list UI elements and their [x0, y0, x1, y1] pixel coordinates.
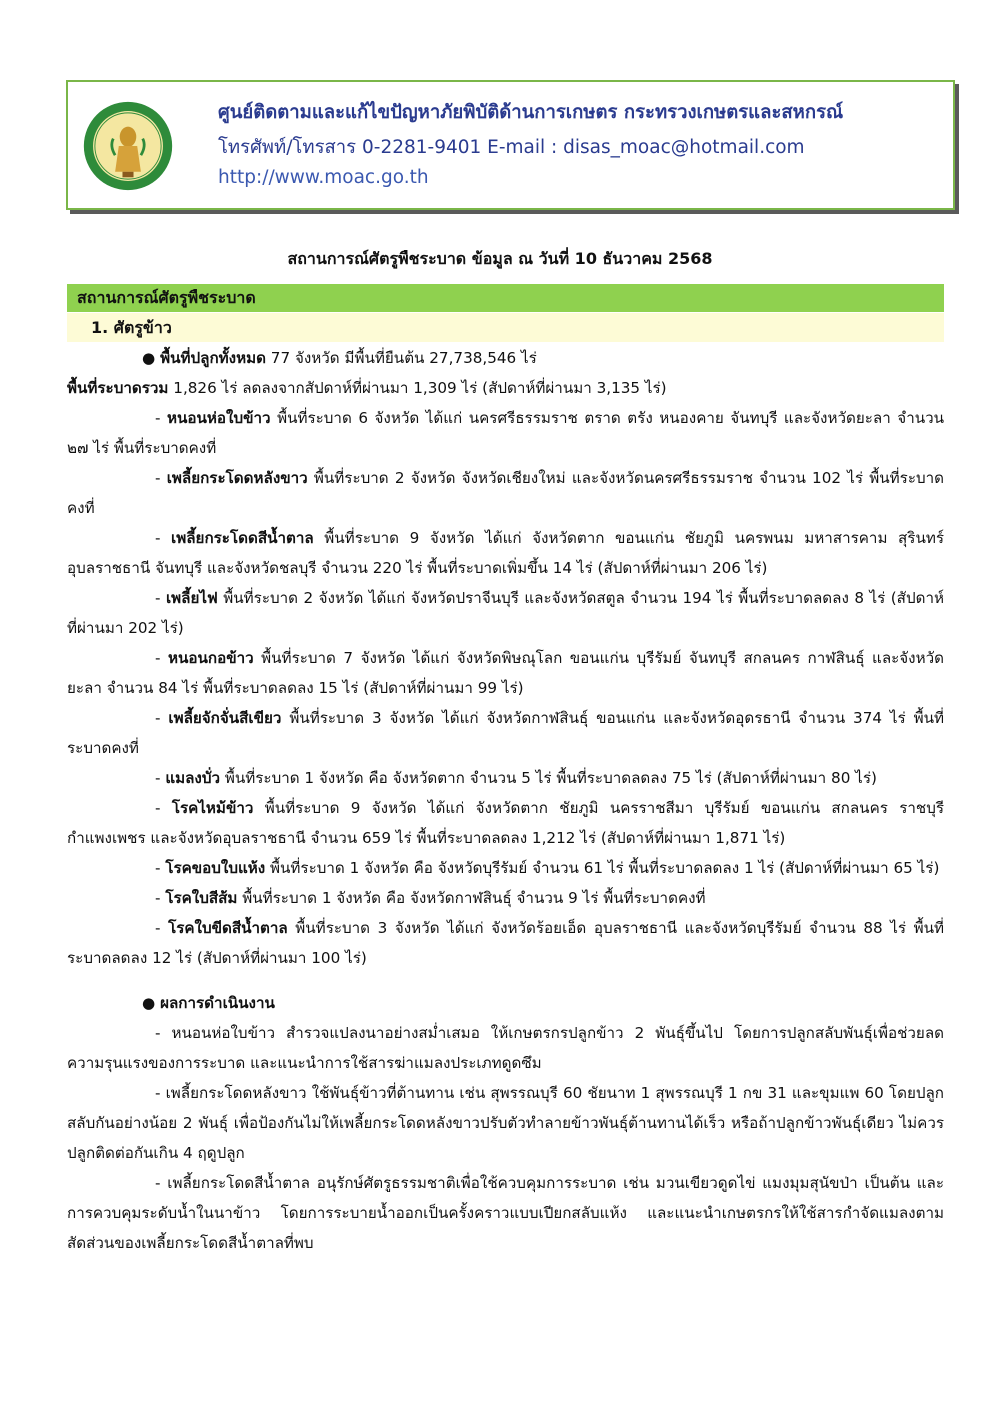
pest-detail: พื้นที่ระบาด 1 จังหวัด คือ จังหวัดตาก จำนวน 5 ไร่ พื้นที่ระบาดลดลง 75 ไร่ (สัปดาห์ที่ผ่านมา 80 ไร่): [220, 769, 877, 787]
outbreak-text: 1,826 ไร่ ลดลงจากสัปดาห์ที่ผ่านมา 1,309 ไร่ (สัปดาห์ที่ผ่านมา 3,135 ไร่): [168, 379, 667, 397]
pest-item: - เพลี้ยกระโดดสีน้ำตาล พื้นที่ระบาด 9 จังหวัด ได้แก่ จังหวัดตาก ขอนแก่น ชัยภูมิ นครพนม มหาสารคาม สุรินทร์ อุบลราชธานี จันทบุรี และจังหวัดชลบุรี จำนวน 220 ไร่ พื้นที่ระบาดเพิ่มขึ้น 14 ไร่ (สัปดาห์ที่ผ่านมา 206 ไร่): [67, 529, 945, 577]
section-header: สถานการณ์ศัตรูพืชระบาด: [67, 284, 944, 312]
pest-name: โรคขอบใบแห้ง: [165, 859, 266, 877]
pest-item: - โรคใบขีดสีน้ำตาล พื้นที่ระบาด 3 จังหวัด ได้แก่ จังหวัดร้อยเอ็ด อุบลราชธานี และจังหวัดบุรีรัมย์ จำนวน 88 ไร่ พื้นที่ระบาดลดลง 12 ไร่ (สัปดาห์ที่ผ่านมา 100 ไร่): [67, 919, 944, 967]
result-item: - หนอนห่อใบข้าว สำรวจแปลงนาอย่างสม่ำเสมอ ให้เกษตรกรปลูกข้าว 2 พันธุ์ขึ้นไป โดยการปลูกสลับพันธุ์เพื่อช่วยลดความรุนแรงของการระบาด และแนะนำการใช้สารฆ่าแมลงประเภทดูดซึม: [67, 1024, 944, 1072]
planted-text: 77 จังหวัด มีพื้นที่ยืนต้น 27,738,546 ไร่: [265, 349, 537, 367]
website-link[interactable]: http://www.moac.go.th: [218, 167, 429, 188]
result-item: - เพลี้ยกระโดดหลังขาว ใช้พันธุ์ข้าวที่ต้านทาน เช่น สุพรรณบุรี 60 ชัยนาท 1 สุพรรณบุรี 1 กข 31 และขุมแพ 60 โดยปลูกสลับกันอย่างน้อย 2 พันธุ์ เพื่อป้องกันไม่ให้เพลี้ยกระโดดหลังขาวปรับตัวทำลายข้าวพันธุ์ต้านทานได้เร็ว หรือถ้าปลูกข้าวพันธุ์เดียว ไม่ควรปลูกติดต่อกันเกิน 4 ฤดูปลูก: [67, 1084, 944, 1162]
pest-item: - โรคไหม้ข้าว พื้นที่ระบาด 9 จังหวัด ได้แก่ จังหวัดตาก ชัยภูมิ นครราชสีมา บุรีรัมย์ ขอนแก่น สกลนคร ราชบุรี กำแพงเพชร และจังหวัดอุบลราชธานี จำนวน 659 ไร่ พื้นที่ระบาดลดลง 1,212 ไร่ (สัปดาห์ที่ผ่านมา 1,871 ไร่): [67, 799, 944, 847]
report-body: [67, 343, 944, 1258]
pest-detail: พื้นที่ระบาด 2 จังหวัด จังหวัดเชียงใหม่ และจังหวัดนครศรีธรรมราช จำนวน 102 ไร่ พื้นที่ระบาดคงที่: [67, 469, 945, 517]
ministry-seal-icon: [82, 100, 174, 192]
pest-item: - โรคขอบใบแห้ง พื้นที่ระบาด 1 จังหวัด คือ จังหวัดบุรีรัมย์ จำนวน 61 ไร่ พื้นที่ระบาดลดลง 1 ไร่ (สัปดาห์ที่ผ่านมา 65 ไร่): [155, 859, 940, 877]
pest-item: - โรคใบสีส้ม พื้นที่ระบาด 1 จังหวัด คือ จังหวัดกาฬสินธุ์ จำนวน 9 ไร่ พื้นที่ระบาดคงที่: [155, 889, 706, 907]
pest-detail: พื้นที่ระบาด 2 จังหวัด ได้แก่ จังหวัดปราจีนบุรี และจังหวัดสตูล จำนวน 194 ไร่ พื้นที่ระบาดลดลง 8 ไร่ (สัปดาห์ที่ผ่านมา 202 ไร่): [67, 589, 944, 637]
pest-name: เพลี้ยไฟ: [165, 589, 218, 607]
contact-line: โทรศัพท์/โทรสาร 0-2281-9401 E-mail : disas_moac@hotmail.com: [218, 137, 805, 158]
pest-item: - เพลี้ยกระโดดหลังขาว พื้นที่ระบาด 2 จังหวัด จังหวัดเชียงใหม่ และจังหวัดนครศรีธรรมราช จำนวน 102 ไร่ พื้นที่ระบาดคงที่: [67, 469, 945, 517]
pest-name: โรคไหม้ข้าว: [171, 799, 254, 817]
result-item: - เพลี้ยกระโดดสีน้ำตาล อนุรักษ์ศัตรูธรรมชาติเพื่อใช้ควบคุมการระบาด เช่น มวนเขียวดูดไข่ แมงมุมสุนัขป่า เป็นต้น และการควบคุมระดับน้ำในนาข้าว โดยการระบายน้ำออกเป็นครั้งคราวแบบเปียกสลับแห้ง และแนะนำเกษตรกรให้ใช้สารกำจัดแมลงตามสัดส่วนของเพลี้ยกระโดดสีน้ำตาลที่พบ: [67, 1174, 944, 1252]
pest-detail: พื้นที่ระบาด 6 จังหวัด ได้แก่ นครศรีธรรมราช ตราด ตรัง หนองคาย จันทบุรี และจังหวัดยะลา จำนวน ๒๗ ไร่ พื้นที่ระบาดคงที่: [67, 409, 945, 457]
pest-name: แมลงบั่ว: [165, 769, 221, 787]
pest-name: เพลี้ยกระโดดหลังขาว: [166, 469, 308, 487]
pest-detail: พื้นที่ระบาด 3 จังหวัด ได้แก่ จังหวัดร้อยเอ็ด อุบลราชธานี และจังหวัดบุรีรัมย์ จำนวน 88 ไร่ พื้นที่ระบาดลดลง 12 ไร่ (สัปดาห์ที่ผ่านมา 100 ไร่): [67, 919, 944, 967]
pest-detail: พื้นที่ระบาด 1 จังหวัด คือ จังหวัดกาฬสินธุ์ จำนวน 9 ไร่ พื้นที่ระบาดคงที่: [237, 889, 706, 907]
subsection-header: 1. ศัตรูข้าว: [67, 313, 944, 342]
pest-item: - แมลงบั่ว พื้นที่ระบาด 1 จังหวัด คือ จังหวัดตาก จำนวน 5 ไร่ พื้นที่ระบาดลดลง 75 ไร่ (สัปดาห์ที่ผ่านมา 80 ไร่): [155, 769, 877, 787]
pest-detail: พื้นที่ระบาด 7 จังหวัด ได้แก่ จังหวัดพิษณุโลก ขอนแก่น บุรีรัมย์ จันทบุรี สกลนคร กาฬสินธุ์ และจังหวัดยะลา จำนวน 84 ไร่ พื้นที่ระบาดลดลง 15 ไร่ (สัปดาห์ที่ผ่านมา 99 ไร่): [67, 649, 945, 697]
pest-item: - เพลี้ยไฟ พื้นที่ระบาด 2 จังหวัด ได้แก่ จังหวัดปราจีนบุรี และจังหวัดสตูล จำนวน 194 ไร่ พื้นที่ระบาดลดลง 8 ไร่ (สัปดาห์ที่ผ่านมา 202 ไร่): [67, 589, 944, 637]
pest-name: หนอนห่อใบข้าว: [167, 409, 271, 427]
result-text: เพลี้ยกระโดดสีน้ำตาล อนุรักษ์ศัตรูธรรมชาติเพื่อใช้ควบคุมการระบาด เช่น มวนเขียวดูดไข่ แมงมุมสุนัขป่า เป็นต้น และการควบคุมระดับน้ำในนาข้าว โดยการระบายน้ำออกเป็นครั้งคราวแบบเปียกสลับแห้ง และแนะนำเกษตรกรให้ใช้สารกำจัดแมลงตามสัดส่วนของเพลี้ยกระโดดสีน้ำตาลที่พบ: [67, 1174, 944, 1252]
results-heading: ● ผลการดำเนินงาน: [142, 994, 275, 1012]
pest-item: - เพลี้ยจักจั่นสีเขียว พื้นที่ระบาด 3 จังหวัด ได้แก่ จังหวัดกาฬสินธุ์ ขอนแก่น และจังหวัดอุดรธานี จำนวน 374 ไร่ พื้นที่ระบาดคงที่: [67, 709, 944, 757]
results-label: ผลการดำเนินงาน: [160, 994, 275, 1012]
letterhead: [66, 80, 955, 210]
pest-item: - หนอนกอข้าว พื้นที่ระบาด 7 จังหวัด ได้แก่ จังหวัดพิษณุโลก ขอนแก่น บุรีรัมย์ จันทบุรี สกลนคร กาฬสินธุ์ และจังหวัดยะลา จำนวน 84 ไร่ พื้นที่ระบาดลดลง 15 ไร่ (สัปดาห์ที่ผ่านมา 99 ไร่): [67, 649, 945, 697]
outbreak-label: พื้นที่ระบาดรวม: [67, 379, 169, 397]
planted-label: พื้นที่ปลูกทั้งหมด: [160, 349, 266, 367]
pest-name: เพลี้ยจักจั่นสีเขียว: [168, 709, 282, 727]
pest-detail: พื้นที่ระบาด 1 จังหวัด คือ จังหวัดบุรีรัมย์ จำนวน 61 ไร่ พื้นที่ระบาดลดลง 1 ไร่ (สัปดาห์ที่ผ่านมา 65 ไร่): [265, 859, 940, 877]
outbreak-total-line: [67, 373, 944, 403]
planted-area-line: ● พื้นที่ปลูกทั้งหมด 77 จังหวัด มีพื้นที่ยืนต้น 27,738,546 ไร่: [142, 349, 537, 367]
result-text: เพลี้ยกระโดดหลังขาว ใช้พันธุ์ข้าวที่ต้านทาน เช่น สุพรรณบุรี 60 ชัยนาท 1 สุพรรณบุรี 1 กข 31 และขุมแพ 60 โดยปลูกสลับกันอย่างน้อย 2 พันธุ์ เพื่อป้องกันไม่ให้เพลี้ยกระโดดหลังขาวปรับตัวทำลายข้าวพันธุ์ต้านทานได้เร็ว หรือถ้าปลูกข้าวพันธุ์เดียว ไม่ควรปลูกติดต่อกันเกิน 4 ฤดูปลูก: [67, 1084, 944, 1162]
pest-name: โรคใบสีส้ม: [165, 889, 238, 907]
pest-name: โรคใบขีดสีน้ำตาล: [168, 919, 288, 937]
pest-name: เพลี้ยกระโดดสีน้ำตาล: [171, 529, 314, 547]
pest-name: หนอนกอข้าว: [168, 649, 254, 667]
document-title: สถานการณ์ศัตรูพืชระบาด ข้อมูล ณ วันที่ 10 ธันวาคม 2568: [287, 249, 713, 268]
pest-detail: พื้นที่ระบาด 3 จังหวัด ได้แก่ จังหวัดกาฬสินธุ์ ขอนแก่น และจังหวัดอุดรธานี จำนวน 374 ไร่ พื้นที่ระบาดคงที่: [67, 709, 944, 757]
pest-detail: พื้นที่ระบาด 9 จังหวัด ได้แก่ จังหวัดตาก ชัยภูมิ นครราชสีมา บุรีรัมย์ ขอนแก่น สกลนคร ราชบุรี กำแพงเพชร และจังหวัดอุบลราชธานี จำนวน 659 ไร่ พื้นที่ระบาดลดลง 1,212 ไร่ (สัปดาห์ที่ผ่านมา 1,871 ไร่): [67, 799, 944, 847]
organization-name: ศูนย์ติดตามและแก้ไขปัญหาภัยพิบัติด้านการเกษตร กระทรวงเกษตรและสหกรณ์: [218, 102, 844, 123]
pest-item: - หนอนห่อใบข้าว พื้นที่ระบาด 6 จังหวัด ได้แก่ นครศรีธรรมราช ตราด ตรัง หนองคาย จันทบุรี และจังหวัดยะลา จำนวน ๒๗ ไร่ พื้นที่ระบาดคงที่: [67, 409, 945, 457]
result-text: หนอนห่อใบข้าว สำรวจแปลงนาอย่างสม่ำเสมอ ให้เกษตรกรปลูกข้าว 2 พันธุ์ขึ้นไป โดยการปลูกสลับพันธุ์เพื่อช่วยลดความรุนแรงของการระบาด และแนะนำการใช้สารฆ่าแมลงประเภทดูดซึม: [67, 1024, 944, 1072]
pest-detail: พื้นที่ระบาด 9 จังหวัด ได้แก่ จังหวัดตาก ขอนแก่น ชัยภูมิ นครพนม มหาสารคาม สุรินทร์ อุบลราชธานี จันทบุรี และจังหวัดชลบุรี จำนวน 220 ไร่ พื้นที่ระบาดเพิ่มขึ้น 14 ไร่ (สัปดาห์ที่ผ่านมา 206 ไร่): [67, 529, 945, 577]
